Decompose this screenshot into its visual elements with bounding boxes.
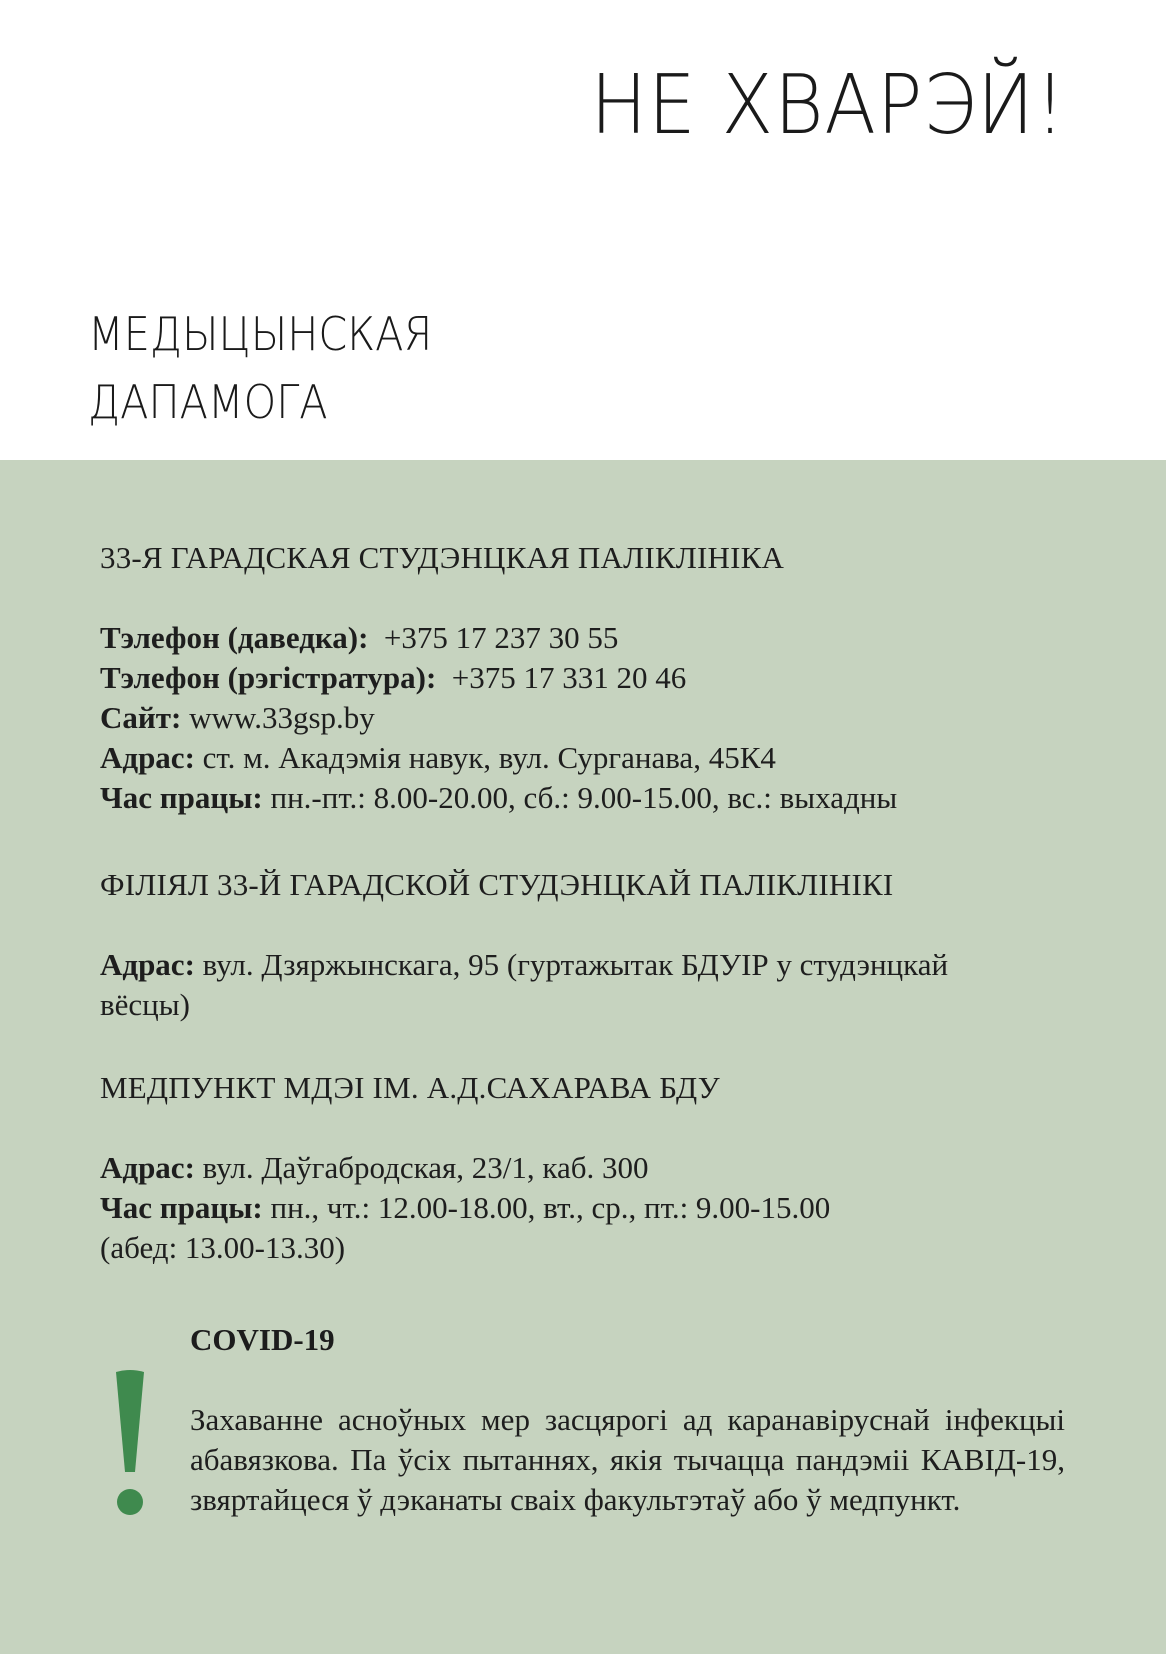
clinic-site-link[interactable]: www.33gsp.by [189, 700, 375, 735]
medpoint-hours-value: пн., чт.: 12.00-18.00, вт., ср., пт.: 9.00-15.00 [270, 1190, 831, 1225]
covid-notice [190, 1320, 1065, 1520]
clinic-block [100, 538, 1060, 818]
clinic-address-label: Адрас: [100, 740, 195, 775]
section-title-line2: ДАПАМОГА [88, 375, 328, 429]
clinic-hours [100, 778, 1060, 818]
clinic-phone-reg-label: Тэлефон (рэгістратура): [100, 660, 437, 695]
branch-block [100, 865, 1060, 1025]
clinic-address-value: ст. м. Акадэмія навук, вул. Сурганава, 45К4 [202, 740, 776, 775]
branch-address [100, 945, 1030, 1025]
medpoint-hours-label: Час працы: [100, 1190, 263, 1225]
branch-address-value: вул. Дзяржынскага, 95 (гуртажытак БДУІР у студэнцкай вёсцы) [100, 947, 949, 1022]
branch-address-label: Адрас: [100, 947, 195, 982]
covid-text: Захаванне асноўных мер засцярогі ад каранавіруснай інфекцыі абавязкова. Па ўсіх пытаннях, якія тычацца пандэміі КАВІД-19, звяртайцеся ў дэканаты сваіх факультэтаў або ў медпункт. [190, 1402, 1065, 1517]
clinic-phone-info-value: +375 17 237 30 55 [383, 620, 619, 655]
clinic-phone-reg-value: +375 17 331 20 46 [451, 660, 687, 695]
medpoint-address-value: вул. Даўгабродская, 23/1, каб. 300 [202, 1150, 649, 1185]
medpoint-address-label: Адрас: [100, 1150, 195, 1185]
clinic-address [100, 738, 1060, 778]
covid-title: COVID-19 [190, 1322, 335, 1357]
medpoint-heading: МЕДПУНКТ МДЭІ ІМ. А.Д.САХАРАВА БДУ [100, 1070, 720, 1105]
clinic-phone-info-label: Тэлефон (даведка): [100, 620, 369, 655]
medpoint-block [100, 1068, 1060, 1268]
section-title [88, 300, 432, 436]
branch-heading: ФІЛІЯЛ 33-Й ГАРАДСКОЙ СТУДЭНЦКАЙ ПАЛІКЛІНІКІ [100, 867, 894, 902]
clinic-site-label: Сайт: [100, 700, 182, 735]
clinic-phone-reg [100, 658, 1060, 698]
clinic-phone-info [100, 618, 1060, 658]
page-title: НЕ ХВАРЭЙ! [590, 58, 1066, 153]
clinic-hours-value: пн.-пт.: 8.00-20.00, сб.: 9.00-15.00, вс.: выхадны [270, 780, 898, 815]
section-title-line1: МЕДЫЦЫНСКАЯ [88, 307, 433, 361]
exclamation-icon [113, 1368, 147, 1518]
medpoint-address [100, 1148, 1060, 1188]
clinic-heading: 33-Я ГАРАДСКАЯ СТУДЭНЦКАЯ ПАЛІКЛІНІКА [100, 540, 785, 575]
clinic-hours-label: Час працы: [100, 780, 263, 815]
clinic-site [100, 698, 1060, 738]
medpoint-hours [100, 1188, 1060, 1228]
medpoint-hours-note: (абед: 13.00-13.30) [100, 1230, 346, 1265]
